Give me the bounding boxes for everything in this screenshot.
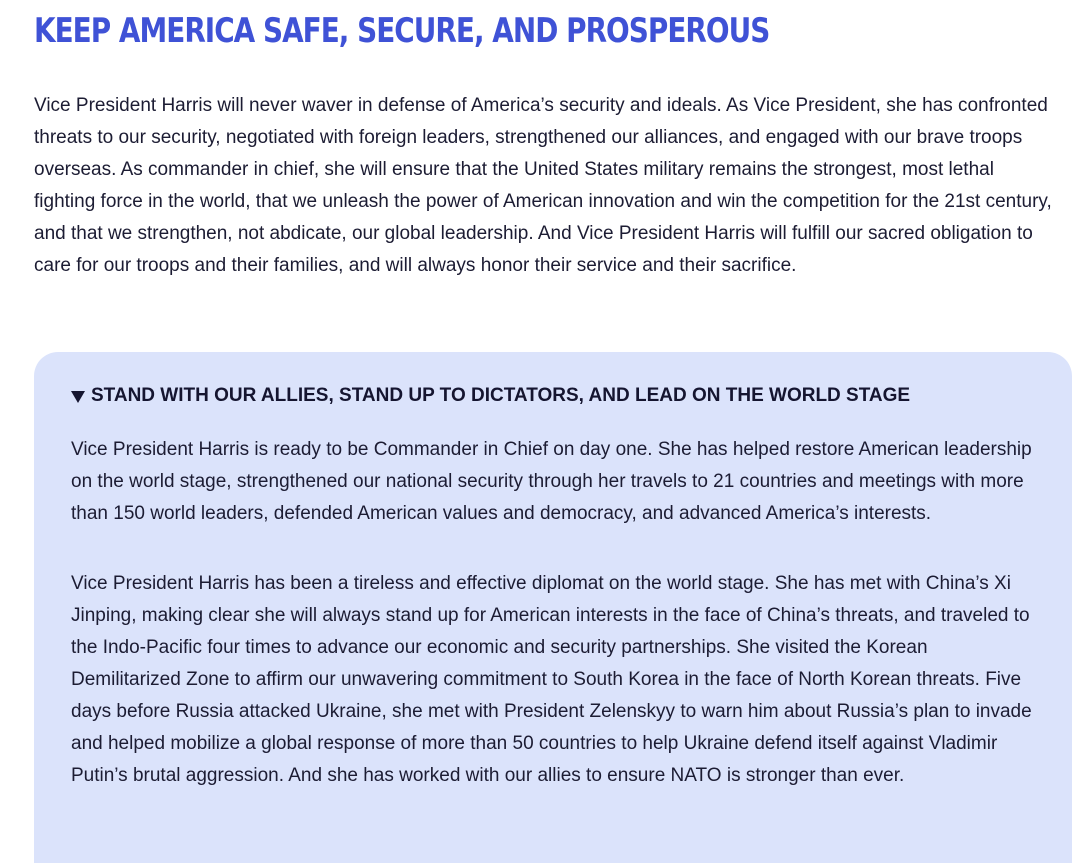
accordion-paragraph: Vice President Harris is ready to be Commander in Chief on day one. She has helped restore American leadership on the world stage, strengthened our national security through her travels to 21 countries and meetings with more than 150 world leaders, defended American values and democracy, and advanced America’s interests. [71, 439, 1032, 524]
accordion-title[interactable]: STAND WITH OUR ALLIES, STAND UP TO DICTATORS, AND LEAD ON THE WORLD STAGE [91, 385, 911, 406]
accordion-toggle[interactable] [71, 380, 1036, 412]
accordion-content [71, 434, 1036, 792]
triangle-down-icon[interactable] [71, 391, 85, 403]
section-intro-paragraph: Vice President Harris will never waver in defense of America’s security and ideals. As Vice President, she has confronted threats to our security, negotiated with foreign leaders, strengthened our alliances, and engaged with our brave troops overseas. As commander in chief, she will ensure that the United States military remains the strongest, most lethal fighting force in the world, that we unleash the power of American innovation and win the competition for the 21st century, and that we strengthen, not abdicate, our global leadership. And Vice President Harris will fulfill our sacred obligation to care for our troops and their families, and will always honor their service and their sacrifice. [34, 95, 1052, 276]
accordion-paragraph: Vice President Harris has been a tireless and effective diplomat on the world stage. She has met with China’s Xi Jinping, making clear she will always stand up for American interests in the face of China’s threats, and traveled to the Indo-Pacific four times to advance our economic and security partnerships. She visited the Korean Demilitarized Zone to affirm our unwavering commitment to South Korea in the face of North Korean threats. Five days before Russia attacked Ukraine, she met with President Zelenskyy to warn him about Russia’s plan to invade and helped mobilize a global response of more than 50 countries to help Ukraine defend itself against Vladimir Putin’s brutal aggression. And she has worked with our allies to ensure NATO is stronger than ever. [71, 573, 1032, 786]
section-title: KEEP AMERICA SAFE, SECURE, AND PROSPEROUS [34, 11, 770, 51]
accordion-panel [34, 352, 1072, 863]
